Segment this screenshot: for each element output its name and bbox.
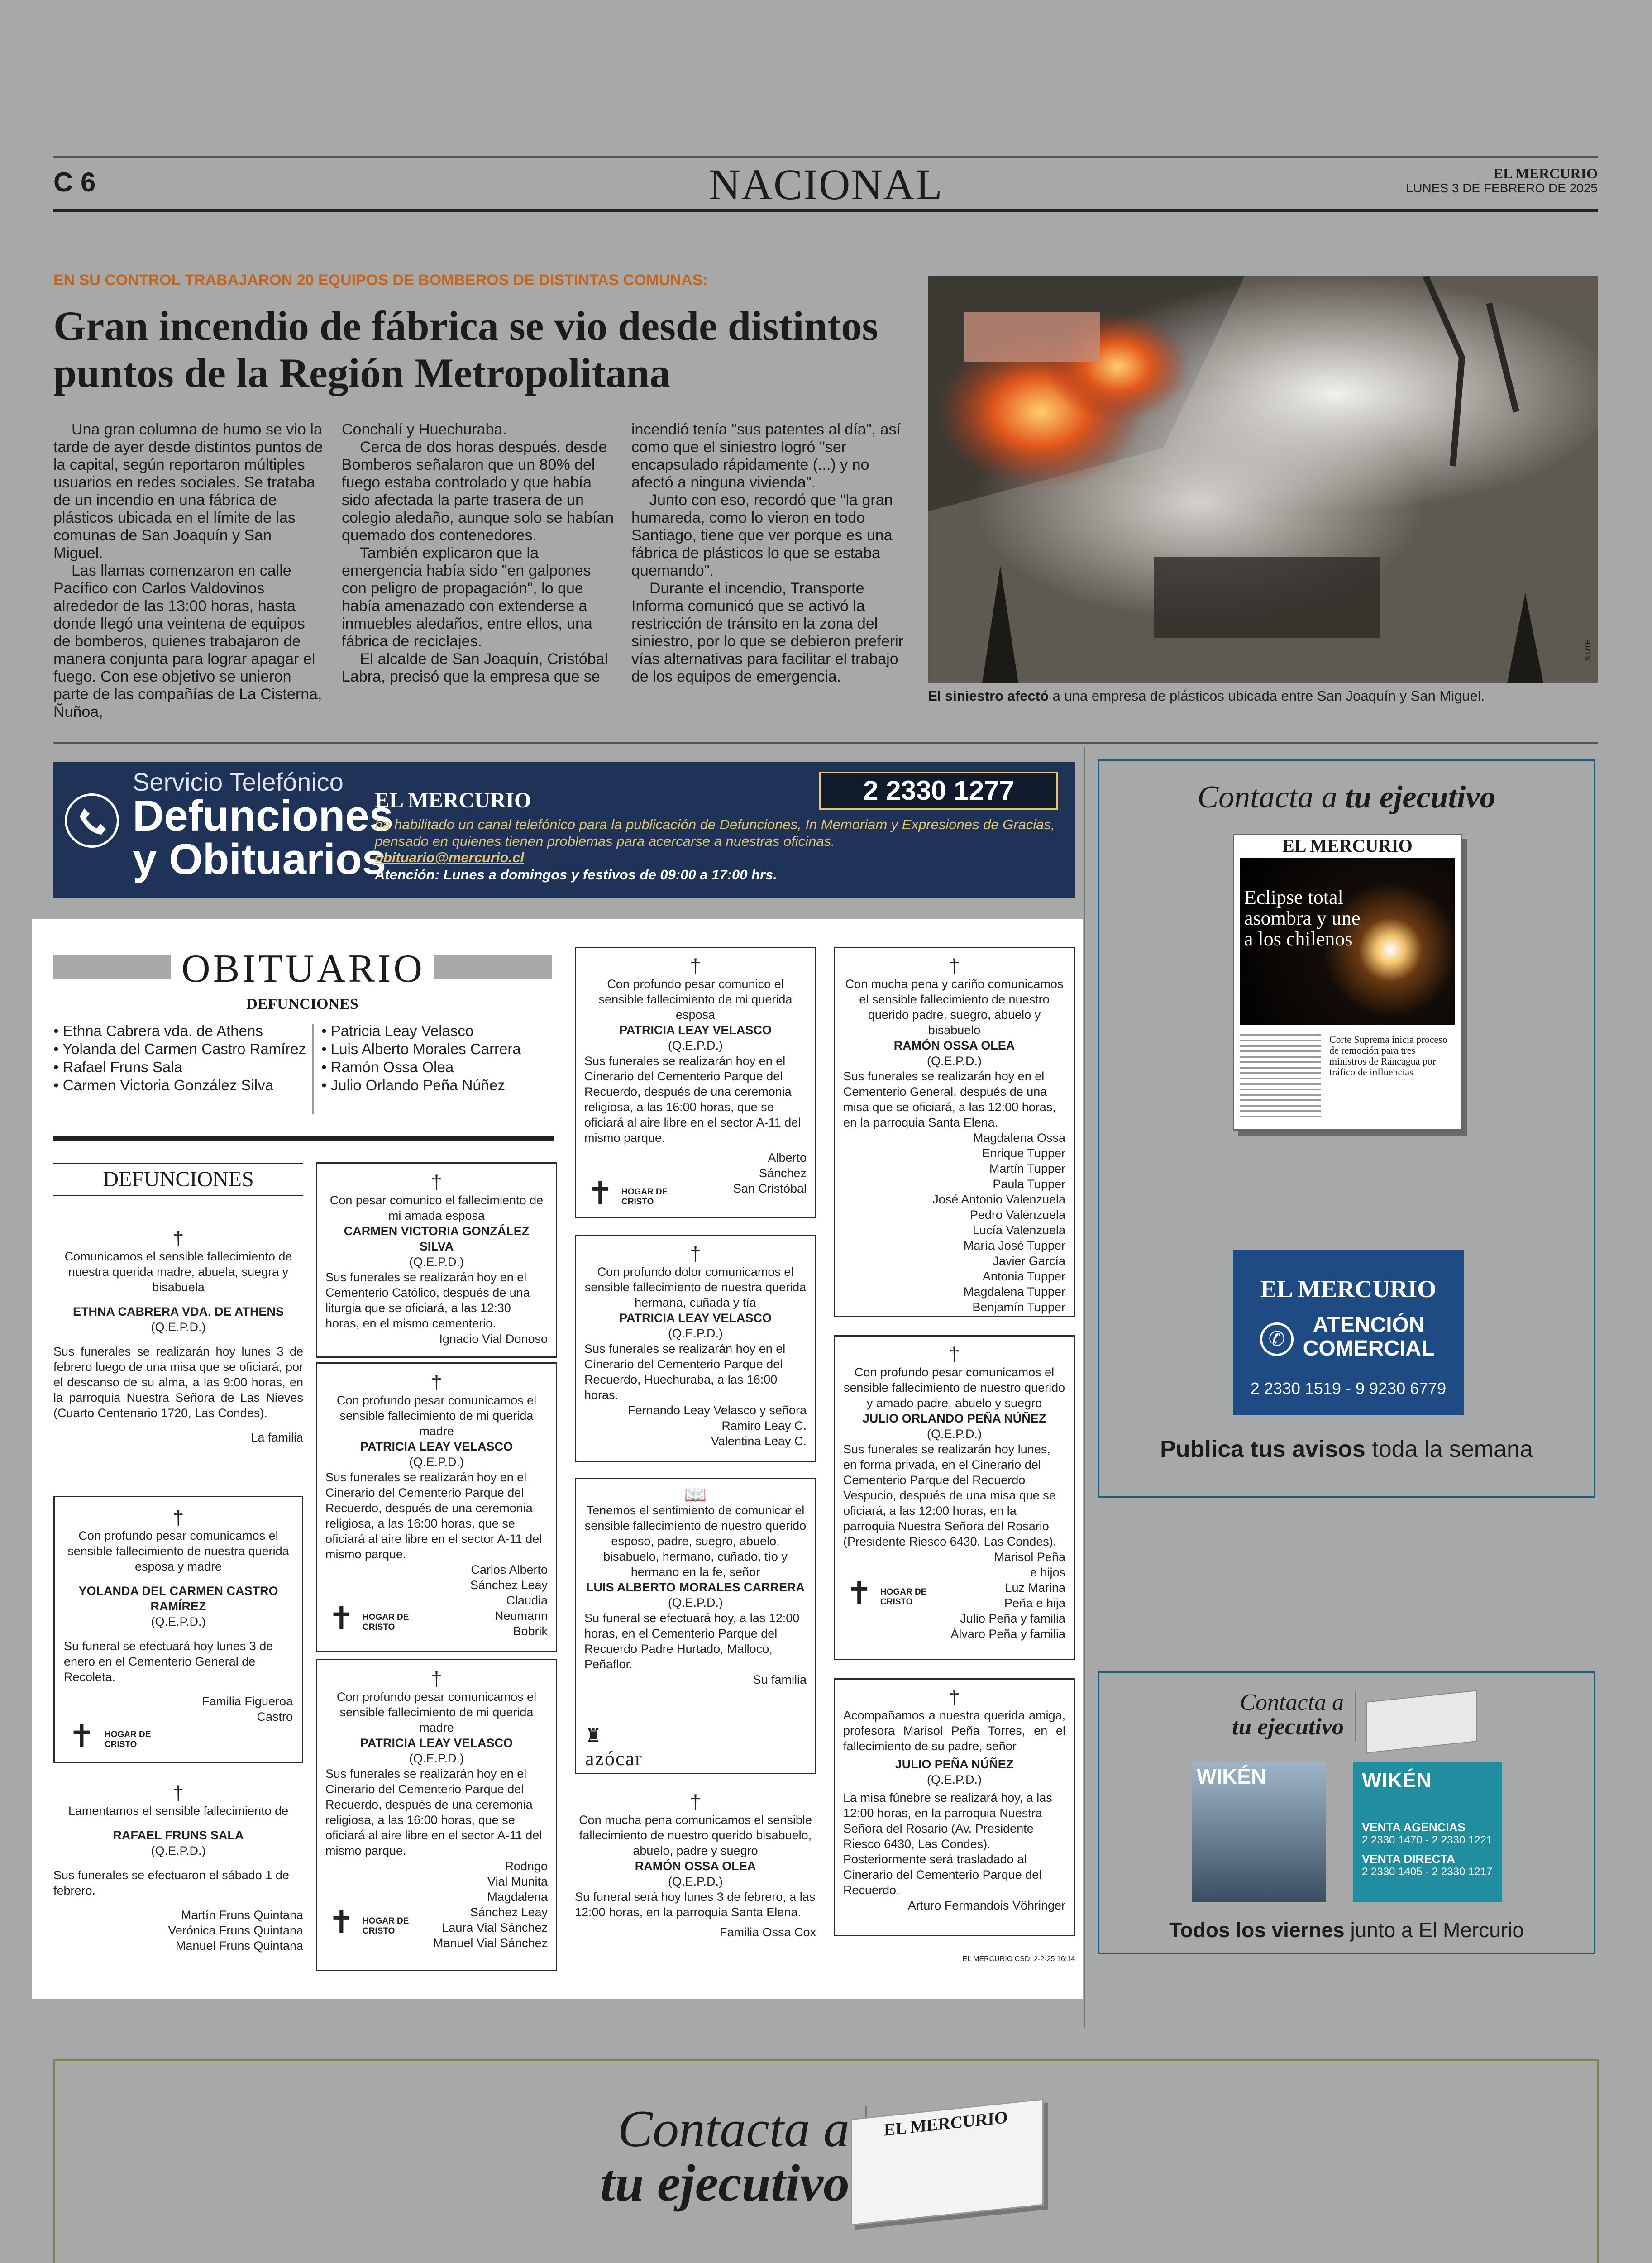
- notice-body: Su funeral se efectuará hoy, a las 12:00 horas, en el Cementerio Parque del Recuerdo Padre Hurtado, Malloco, Peñaflor.: [584, 1611, 800, 1671]
- notice-signature: Ignacio Vial Donoso: [439, 1332, 548, 1346]
- banner-email[interactable]: obituario@mercurio.cl: [375, 850, 524, 865]
- index-name: Luis Alberto Morales Carrera: [330, 1041, 521, 1057]
- banner-paper: EL MERCURIO: [375, 788, 531, 812]
- notice-qepd: (Q.E.P.D.): [409, 1255, 464, 1269]
- ad2-divider: [1355, 1691, 1356, 1741]
- notice-signature: Alberto Sánchez San Cristóbal: [733, 1151, 807, 1195]
- notice-body: Su funeral será hoy lunes 3 de febrero, a las 12:00 horas, en la parroquia Santa Elena.: [575, 1890, 816, 1919]
- ad2-title-a: Contacta a: [1240, 1690, 1344, 1715]
- hogar-de-cristo-logo: HOGAR DE CRISTO: [363, 1916, 409, 1936]
- notice-intro: Comunicamos el sensible fallecimiento de nuestra querida madre, abuela, suegra y bisabuela: [64, 1250, 292, 1294]
- phone-banner: [53, 762, 1075, 898]
- notice-signature: Familia Figueroa Castro: [201, 1695, 293, 1724]
- newspaper-thumbnail: [851, 2099, 1044, 2226]
- index-item: • Yolanda del Carmen Castro Ramírez: [53, 1041, 306, 1057]
- index-item: • Julio Orlando Peña Núñez: [321, 1077, 505, 1093]
- cross-icon: †: [172, 1782, 184, 1804]
- notice-name: RAMÓN OSSA OLEA: [893, 1039, 1015, 1052]
- notice-intro: Con profundo pesar comunicamos el sensible fallecimiento de mi querida madre: [336, 1690, 537, 1734]
- index-name: Yolanda del Carmen Castro Ramírez: [62, 1041, 306, 1057]
- page-date: LUNES 3 DE FEBRERO DE 2025: [1406, 181, 1598, 195]
- cross-icon: †: [690, 955, 701, 977]
- index-name: Julio Orlando Peña Núñez: [330, 1077, 505, 1093]
- notice-name: RAMÓN OSSA OLEA: [635, 1859, 756, 1873]
- index-name: Rafael Fruns Sala: [62, 1059, 182, 1075]
- hogar-de-cristo-cross-icon: ✝: [328, 1905, 355, 1940]
- wiken-venta-agencias: VENTA AGENCIAS: [1362, 1820, 1466, 1834]
- index-name: Ethna Cabrera vda. de Athens: [62, 1022, 263, 1039]
- notice-patricia-2: [316, 1659, 557, 1971]
- index-right: [321, 1022, 557, 1094]
- cross-icon: †: [949, 955, 960, 977]
- cross-icon: †: [949, 1343, 960, 1365]
- notice-yolanda: [53, 1496, 303, 1763]
- ad-ya-title-b: tu ejecutivo: [600, 2154, 850, 2212]
- cross-icon: †: [431, 1171, 442, 1194]
- book-icon: 📖: [684, 1485, 707, 1505]
- wiken-venta-directa-phones: 2 2330 1405 - 2 2330 1217: [1362, 1866, 1493, 1878]
- notice-body: Sus funerales se realizarán hoy en el Cinerario del Cementerio Parque del Recuerdo, después de una ceremonia religiosa, a las 16:00 horas, que se oficiará al aire libre en el sector A-11 del mismo parque.: [325, 1470, 542, 1561]
- notice-ramon-1: [575, 1792, 816, 1940]
- index-name: Carmen Victoria González Silva: [62, 1077, 273, 1093]
- article-kicker: EN SU CONTROL TRABAJARON 20 EQUIPOS DE BOMBEROS DE DISTINTAS COMUNAS:: [53, 272, 708, 289]
- hogar-de-cristo-cross-icon: ✝: [846, 1576, 873, 1611]
- notice-signature: Arturo Fermandois Vöhringer: [907, 1899, 1065, 1912]
- wiken-sales-box: [1353, 1762, 1502, 1902]
- notice-intro: Lamentamos el sensible fallecimiento de: [68, 1804, 289, 1818]
- cross-icon: †: [431, 1371, 442, 1394]
- notice-intro: Con mucha pena y cariño comunicamos el sensible fallecimiento de nuestro querido padre, suegro, abuelo y bisabuelo: [845, 977, 1064, 1037]
- index-name: Ramón Ossa Olea: [330, 1059, 454, 1075]
- cross-icon: †: [690, 1243, 701, 1265]
- header-top-rule: [53, 156, 1598, 158]
- notice-name: ETHNA CABRERA VDA. DE ATHENS: [72, 1305, 284, 1318]
- hogar-de-cristo-logo: HOGAR DE CRISTO: [105, 1730, 151, 1749]
- notice-signature: Carlos Alberto Sánchez Leay Claudia Neumann Bobrik: [470, 1563, 548, 1638]
- funeral-home-emblem-icon: ♜: [585, 1726, 602, 1746]
- index-item: • Rafael Fruns Sala: [53, 1059, 182, 1075]
- caption-bold: El siniestro afectó: [928, 688, 1049, 704]
- notice-signature: Martín Fruns Quintana Verónica Fruns Quintana Manuel Fruns Quintana: [168, 1908, 303, 1953]
- wiken-venta-agencias-phones: 2 2330 1470 - 2 2330 1221: [1362, 1834, 1493, 1846]
- cover-text-lines: [1240, 1034, 1321, 1120]
- notice-qepd: (Q.E.P.D.): [668, 1875, 723, 1888]
- index-item: • Patricia Leay Velasco: [321, 1022, 474, 1039]
- notice-intro: Con mucha pena comunicamos el sensible fallecimiento de nuestro querido bisabuelo, abuelo, padre y suegro: [579, 1813, 812, 1857]
- obituario-footer: EL MERCURIO CSD: 2-2-25 16:14: [962, 1955, 1075, 1963]
- paragraph: El alcalde de San Joaquín, Cristóbal Labra, precisó que la empresa que se: [342, 650, 608, 685]
- index-name: Patricia Leay Velasco: [330, 1022, 474, 1039]
- atencion-brand: EL MERCURIO: [1260, 1275, 1437, 1303]
- hogar-de-cristo-logo: HOGAR DE CRISTO: [880, 1587, 927, 1607]
- notice-name: JULIO ORLANDO PEÑA NÚÑEZ: [862, 1412, 1046, 1425]
- column-divider: [1084, 747, 1085, 2028]
- notice-body: Sus funerales se efectuaron el sábado 1 de febrero.: [53, 1868, 289, 1897]
- ad2-footer-bold: Todos los viernes: [1169, 1918, 1345, 1942]
- newspaper-cover: [1233, 834, 1462, 1131]
- index-item: • Luis Alberto Morales Carrera: [321, 1041, 521, 1057]
- ad1-footer-bold: Publica tus avisos: [1160, 1436, 1366, 1462]
- notice-qepd: (Q.E.P.D.): [926, 1427, 982, 1441]
- ad1-title-b: tu ejecutivo: [1345, 780, 1496, 815]
- notice-body: Sus funerales se realizarán hoy lunes 3 de febrero luego de una misa que se oficiará, por el descanso de su alma, a las 9:00 horas, en la parroquia Nuestra Señora de Las Nieves (Cuarto Centenario 1720, Las Condes).: [53, 1345, 303, 1420]
- ad2-title-b: tu ejecutivo: [1232, 1714, 1344, 1740]
- notice-signature: Familia Ossa Cox: [719, 1925, 816, 1939]
- notice-body: Sus funerales se realizarán hoy lunes, en forma privada, en el Cinerario del Cementerio Parque del Recuerdo Vespucio, después de una misa que se oficiará, a las 12:00 horas, en la parroquia Nuestra Señora del Rosario (Presidente Riesco 6430, Las Condes).: [843, 1442, 1057, 1548]
- notice-patricia-3: [575, 947, 816, 1218]
- hogar-de-cristo-cross-icon: ✝: [68, 1719, 95, 1754]
- article-column-1: [53, 421, 325, 721]
- banner-text: ha habilitado un canal telefónico para la publicación de Defunciones, In Memoriam y Expresiones de Gracias, pensado en quienes tienen problemas para acercarse a nuestras oficinas.: [375, 816, 1055, 849]
- hogar-de-cristo-cross-icon: ✝: [587, 1175, 614, 1211]
- notice-patricia-4: [575, 1235, 816, 1462]
- photo-caption: [928, 688, 1598, 704]
- ad1-footer-rest: toda la semana: [1365, 1436, 1533, 1462]
- notice-body: Su funeral se efectuará hoy lunes 3 de enero en el Cementerio General de Recoleta.: [64, 1639, 273, 1684]
- title-bar-right: [434, 955, 552, 979]
- article-title: Gran incendio de fábrica se vio desde distintos puntos de la Región Metropolitana: [53, 303, 879, 396]
- thumbnail-masthead: EL MERCURIO: [884, 2107, 1008, 2140]
- wiken-logo: WIKÉN: [1362, 1768, 1432, 1792]
- notice-body: Sus funerales se realizarán hoy en el Cinerario del Cementerio Parque del Recuerdo, después de una ceremonia religiosa, a las 16:00 horas, que se oficiará al aire libre en el sector A-11 del mismo parque.: [584, 1054, 801, 1145]
- ad-contacta-ejecutivo[interactable]: [1098, 759, 1595, 1498]
- notice-signature: Marisol Peña e hijos Luz Marina Peña e hija Julio Peña y familia Álvaro Peña y familia: [950, 1550, 1065, 1641]
- notice-name: CARMEN VICTORIA GONZÁLEZ SILVA: [344, 1224, 530, 1253]
- index-item: • Ethna Cabrera vda. de Athens: [53, 1022, 263, 1039]
- index-left: [53, 1022, 307, 1094]
- title-bar-left: [53, 955, 171, 979]
- ad1-title-a: Contacta a: [1197, 780, 1346, 815]
- notice-qepd: (Q.E.P.D.): [926, 1773, 982, 1786]
- phone-icon: [65, 793, 119, 848]
- notice-signature: La familia: [251, 1431, 303, 1444]
- notice-intro: Con profundo pesar comunicamos el sensible fallecimiento de nuestro querido y amado padre, abuelo y suegro: [843, 1365, 1065, 1410]
- notice-signature: Rodrigo Vial Munita Magdalena Sánchez Leay Laura Vial Sánchez Manuel Vial Sánchez: [433, 1859, 548, 1950]
- notice-signature: Magdalena Ossa Enrique Tupper Martín Tupper Paula Tupper José Antonio Valenzuela Pedro Valenzuela Lucía Valenzuela María José Tupper Javier García Antonia Tupper Magdalena Tupper Benjamín Tupper: [932, 1131, 1065, 1314]
- notice-name: PATRICIA LEAY VELASCO: [619, 1311, 772, 1325]
- wiken-venta-directa: VENTA DIRECTA: [1362, 1852, 1456, 1866]
- notice-intro: Acompañamos a nuestra querida amiga, profesora Marisol Peña Torres, en el fallecimiento de su padre, señor: [843, 1709, 1065, 1753]
- atencion-comercial-box: [1233, 1250, 1464, 1415]
- notice-intro: Con profundo pesar comunicamos el sensible fallecimiento de mi querida madre: [336, 1394, 537, 1438]
- notice-body: Sus funerales se realizarán hoy en el Cinerario del Cementerio Parque del Recuerdo, después de una ceremonia religiosa, a las 16:00 horas, que se oficiará al aire libre en el sector A-11 del mismo parque.: [325, 1767, 542, 1857]
- notice-name: JULIO PEÑA NÚÑEZ: [895, 1757, 1014, 1771]
- notice-qepd: (Q.E.P.D.): [151, 1320, 206, 1334]
- banner-line2: Defunciones: [133, 792, 394, 840]
- notice-qepd: (Q.E.P.D.): [668, 1327, 723, 1340]
- ad2-footer-rest: junto a El Mercurio: [1344, 1918, 1524, 1942]
- article-column-2: [342, 421, 618, 686]
- index-item: • Carmen Victoria González Silva: [53, 1077, 273, 1093]
- defunciones-subtitle: DEFUNCIONES: [246, 996, 358, 1012]
- notice-intro: Con profundo pesar comunico el sensible fallecimiento de mi querida esposa: [598, 977, 793, 1022]
- banner-line1: Servicio Telefónico: [133, 768, 344, 796]
- notice-julio-1: [834, 1335, 1075, 1660]
- banner-line3: y Obituarios: [133, 835, 387, 883]
- notice-body: La misa fúnebre se realizará hoy, a las 12:00 horas, en la parroquia Nuestra Señora del Rosario (Av. Presidente Riesco 6430, Las Condes). Posteriormente será trasladado al Cinerario del Cementerio Parque del Recuerdo.: [843, 1791, 1052, 1897]
- notice-intro: Con profundo dolor comunicamos el sensible fallecimiento de nuestra querida hermana, cuñada y tía: [584, 1265, 807, 1309]
- notice-intro: Tenemos el sentimiento de comunicar el sensible fallecimiento de nuestro querido esposo, padre, suegro, abuelo, bisabuelo, hermano, cuñado, tío y hermano en la fe, señor: [584, 1504, 807, 1579]
- paragraph: Durante el incendio, Transporte Informa comunicó que se activó la restricción de tránsito en la zona del siniestro, por lo que se debieron preferir vías alternativas para facilitar el trabajo de los equipos de emergencia.: [631, 580, 903, 685]
- notice-intro: Con pesar comunico el fallecimiento de mi amada esposa: [329, 1194, 544, 1222]
- page-number: C 6: [53, 167, 96, 197]
- ad2-title: [1145, 1690, 1344, 1739]
- article-column-3: [631, 421, 907, 686]
- notice-julio-2: [834, 1678, 1075, 1936]
- notice-intro: Con profundo pesar comunicamos el sensible fallecimiento de nuestra querida esposa y madre: [67, 1529, 289, 1573]
- atencion-service: ATENCIÓN COMERCIAL: [1303, 1313, 1435, 1361]
- defunciones-label: DEFUNCIONES: [103, 1167, 254, 1191]
- notice-qepd: (Q.E.P.D.): [926, 1054, 982, 1068]
- fire-photo-illustration: [928, 276, 1598, 683]
- paragraph: Las llamas comenzaron en calle Pacífico con Carlos Valdovinos alrededor de las 13:00 horas, hasta donde llegó una veintena de equipos de bomberos, quienes trabajaron de manera conjunta para lograr apagar el fuego. Con ese objetivo se unieron parte de las compañías de La Cisterna, Ñuñoa,: [53, 562, 322, 721]
- notice-carmen: [316, 1162, 557, 1358]
- ad2-footer: [1099, 1918, 1594, 1942]
- header-bottom-rule: [53, 209, 1598, 212]
- notice-signature: Fernando Leay Velasco y señora Ramiro Leay C. Valentina Leay C.: [628, 1404, 807, 1448]
- notice-qepd: (Q.E.P.D.): [668, 1039, 723, 1052]
- fire-photo: [928, 276, 1598, 683]
- azocar-logo: azócar: [585, 1747, 643, 1770]
- ad1-title: [1099, 779, 1594, 816]
- wiken-cover-title: WIKÉN: [1197, 1765, 1266, 1788]
- notice-qepd: (Q.E.P.D.): [409, 1752, 464, 1765]
- notice-luis: [575, 1478, 816, 1774]
- notice-patricia-1: [316, 1362, 557, 1652]
- paper-name: EL MERCURIO: [1493, 165, 1598, 181]
- notice-ethna: [53, 1229, 303, 1445]
- notice-body: Sus funerales se realizarán hoy en el Cementerio General, después de una misa que se oficiará, a las 12:00 horas, en la parroquia Santa Elena.: [843, 1069, 1056, 1129]
- notice-name: YOLANDA DEL CARMEN CASTRO RAMÍREZ: [78, 1584, 278, 1613]
- cross-icon: †: [431, 1668, 442, 1690]
- notice-name: LUIS ALBERTO MORALES CARRERA: [586, 1580, 805, 1594]
- notice-name: PATRICIA LEAY VELASCO: [360, 1736, 513, 1750]
- ad1-footer: [1099, 1436, 1594, 1463]
- cross-icon: †: [172, 1227, 184, 1250]
- notice-name: RAFAEL FRUNS SALA: [113, 1829, 244, 1842]
- notice-qepd: (Q.E.P.D.): [409, 1455, 464, 1469]
- index-divider: [312, 1024, 314, 1114]
- notice-qepd: (Q.E.P.D.): [151, 1844, 206, 1857]
- notice-rafael: [53, 1783, 303, 1953]
- notice-body: Sus funerales se realizarán hoy en el Cinerario del Cementerio Parque del Recuerdo, Huechuraba, a las 16:00 horas.: [584, 1342, 786, 1402]
- defunciones-rule-bottom: [53, 1195, 303, 1196]
- notice-name: PATRICIA LEAY VELASCO: [360, 1440, 513, 1453]
- index-rule: [53, 1136, 554, 1141]
- paragraph: Junto con eso, recordó que "la gran humareda, como lo vieron en todo Santiago, tiene que ver porque es una fábrica de plásticos lo que se estaba quemando".: [631, 492, 893, 579]
- cross-icon: †: [690, 1791, 701, 1813]
- cover-headline: Eclipse total asombra y une a los chilenos: [1244, 886, 1361, 950]
- cover-masthead: EL MERCURIO: [1282, 835, 1413, 856]
- cross-icon: †: [172, 1507, 184, 1529]
- section-title: NACIONAL: [709, 160, 943, 209]
- notice-ramon-2: [834, 947, 1075, 1317]
- ad-ya-title-a: Contacta a: [617, 2100, 850, 2158]
- cover-headline-2: Corte Suprema inicia proceso de remoción para tres ministros de Rancagua por tráfico de influencias: [1329, 1034, 1447, 1078]
- ad-wiken[interactable]: [1098, 1671, 1595, 1954]
- article-bottom-rule: [53, 742, 1598, 744]
- ad-ya-title: [191, 2102, 850, 2210]
- index-item: • Ramón Ossa Olea: [321, 1059, 454, 1075]
- paragraph: Conchalí y Huechuraba.: [342, 421, 507, 438]
- notice-body: Sus funerales se realizarán hoy en el Cementerio Católico, después de una liturgia que se oficiará, a las 12:30 horas, en el mismo cementerio.: [325, 1270, 530, 1330]
- defunciones-rule-top: [53, 1163, 303, 1164]
- atencion-phones: 2 2330 1519 - 9 9230 6779: [1250, 1379, 1447, 1398]
- paragraph: Una gran columna de humo se vio la tarde de ayer desde distintos puntos de la capital, según reportaron múltiples usuarios en redes sociales. Se trataba de un incendio en una fábrica de plásticos ubicada en el límite de las comunas de San Joaquín y San Miguel.: [53, 421, 323, 562]
- notice-qepd: (Q.E.P.D.): [668, 1596, 723, 1609]
- notice-signature: Su familia: [753, 1673, 807, 1686]
- newspaper-thumbnail: [1366, 1690, 1477, 1753]
- hogar-de-cristo-logo: HOGAR DE CRISTO: [621, 1187, 668, 1207]
- cross-icon: †: [949, 1686, 960, 1709]
- wiken-cover: [1192, 1762, 1326, 1902]
- hogar-de-cristo-cross-icon: ✝: [328, 1601, 355, 1636]
- notice-name: PATRICIA LEAY VELASCO: [619, 1023, 772, 1037]
- banner-phone-number[interactable]: 2 2330 1277: [819, 772, 1058, 810]
- notice-qepd: (Q.E.P.D.): [151, 1615, 206, 1628]
- caption-text: a una empresa de plásticos ubicada entre San Joaquín y San Miguel.: [1049, 688, 1485, 704]
- phone-icon: ✆: [1260, 1322, 1294, 1356]
- paragraph: También explicaron que la emergencia había sido "en galpones con peligro de propagación", lo que había amenazado con extenderse a inmuebles aledaños, entre ellos, una fábrica de reciclajes.: [342, 544, 592, 650]
- paragraph: incendió tenía "sus patentes al día", así como que el siniestro logró "ser encapsulado rápidamente (...) y no afectó a ninguna vivienda".: [631, 421, 901, 491]
- obituario-title: OBITUARIO: [181, 947, 425, 991]
- hogar-de-cristo-logo: HOGAR DE CRISTO: [363, 1613, 409, 1632]
- paragraph: Cerca de dos horas después, desde Bomberos señalaron que un 80% del fuego estaba controlado y que había sido afectada la parte trasera de un colegio aledaño, aunque solo se habían quemado dos contenedores.: [342, 439, 614, 544]
- banner-hours: Atención: Lunes a domingos y festivos de 09:00 a 17:00 hrs.: [375, 867, 777, 883]
- ad-ya[interactable]: [53, 2059, 1599, 2263]
- photo-credit: S.UTE: [1584, 639, 1592, 661]
